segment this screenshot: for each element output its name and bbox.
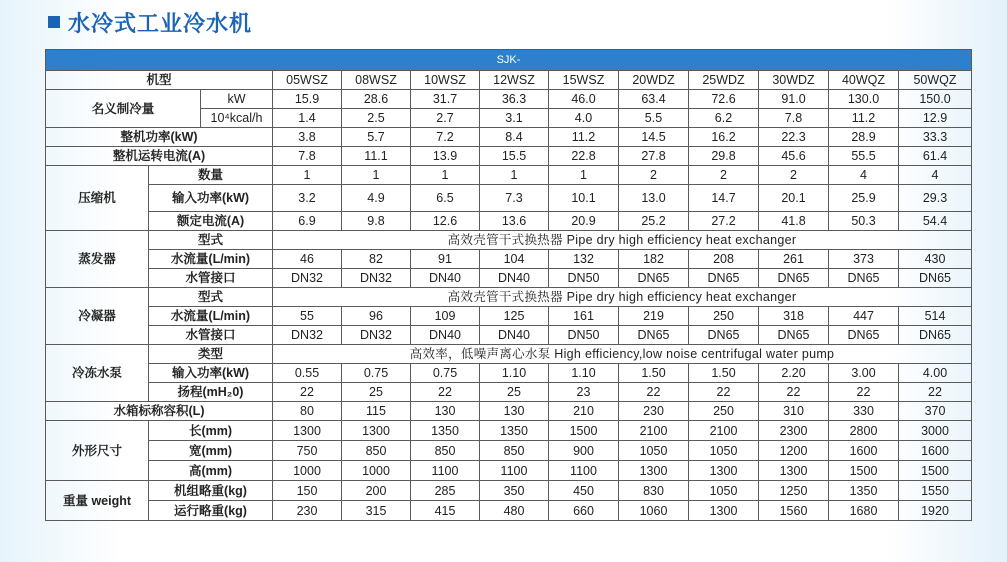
- model-name: 08WSZ: [342, 71, 411, 90]
- pump-head-value: 22: [759, 383, 829, 402]
- cooling-kw-row: [46, 90, 972, 109]
- condenser-flow-value: 55: [273, 307, 342, 326]
- pump-power-value: 2.20: [759, 364, 829, 383]
- running-current-value: 22.8: [549, 147, 619, 166]
- compressor-power-value: 29.3: [899, 185, 972, 212]
- pump-type-row: [46, 345, 972, 364]
- pump-power-row: [46, 364, 972, 383]
- evaporator-flow-value: 182: [619, 250, 689, 269]
- cooling-kw-value: 72.6: [689, 90, 759, 109]
- compressor-current-value: 54.4: [899, 212, 972, 231]
- weight-unit-row: [46, 481, 972, 501]
- total-power-value: 28.9: [829, 128, 899, 147]
- compressor-current-value: 50.3: [829, 212, 899, 231]
- running-current-value: 61.4: [899, 147, 972, 166]
- tank-value: 310: [759, 402, 829, 421]
- total-power-value: 22.3: [759, 128, 829, 147]
- total-power-row: [46, 128, 972, 147]
- evaporator-flow-value: 261: [759, 250, 829, 269]
- height-value: 1300: [759, 461, 829, 481]
- compressor-qty-value: 2: [759, 166, 829, 185]
- evaporator-flow-value: 373: [829, 250, 899, 269]
- width-value: 1600: [899, 441, 972, 461]
- evaporator-pipe-value: DN65: [899, 269, 972, 288]
- condenser-flow-value: 447: [829, 307, 899, 326]
- running-weight-value: 1300: [689, 501, 759, 521]
- width-label: 宽(mm): [149, 441, 273, 461]
- running-current-value: 13.9: [411, 147, 480, 166]
- spec-table-body: [46, 50, 972, 521]
- condenser-pipe-value: DN65: [689, 326, 759, 345]
- tank-value: 230: [619, 402, 689, 421]
- total-power-value: 5.7: [342, 128, 411, 147]
- condenser-pipe-value: DN32: [273, 326, 342, 345]
- model-name: 20WDZ: [619, 71, 689, 90]
- tank-value: 130: [480, 402, 549, 421]
- width-value: 850: [342, 441, 411, 461]
- compressor-power-value: 13.0: [619, 185, 689, 212]
- unit-weight-value: 1350: [829, 481, 899, 501]
- running-weight-value: 660: [549, 501, 619, 521]
- height-value: 1500: [829, 461, 899, 481]
- tank-value: 250: [689, 402, 759, 421]
- cooling-kcal-unit: 10⁴kcal/h: [201, 109, 273, 128]
- evaporator-pipe-row: [46, 269, 972, 288]
- cooling-kw-value: 28.6: [342, 90, 411, 109]
- cooling-kw-value: 150.0: [899, 90, 972, 109]
- total-power-value: 8.4: [480, 128, 549, 147]
- unit-weight-value: 450: [549, 481, 619, 501]
- cooling-kcal-value: 12.9: [899, 109, 972, 128]
- cooling-kw-value: 36.3: [480, 90, 549, 109]
- length-value: 2800: [829, 421, 899, 441]
- tank-label: 水箱标称容积(L): [46, 402, 273, 421]
- cooling-kcal-value: 5.5: [619, 109, 689, 128]
- condenser-type-row: [46, 288, 972, 307]
- pump-type-label: 类型: [149, 345, 273, 364]
- evaporator-label: 蒸发器: [46, 231, 149, 288]
- tank-value: 330: [829, 402, 899, 421]
- compressor-qty-value: 2: [689, 166, 759, 185]
- condenser-flow-value: 250: [689, 307, 759, 326]
- condenser-pipe-value: DN65: [899, 326, 972, 345]
- evaporator-pipe-value: DN65: [759, 269, 829, 288]
- condenser-pipe-label: 水管接口: [149, 326, 273, 345]
- total-power-value: 11.2: [549, 128, 619, 147]
- running-current-value: 27.8: [619, 147, 689, 166]
- height-value: 1000: [273, 461, 342, 481]
- compressor-current-value: 25.2: [619, 212, 689, 231]
- cooling-kcal-value: 6.2: [689, 109, 759, 128]
- length-value: 3000: [899, 421, 972, 441]
- model-label: 机型: [46, 71, 273, 90]
- cooling-kcal-value: 3.1: [480, 109, 549, 128]
- model-name: 05WSZ: [273, 71, 342, 90]
- cooling-kcal-value: 7.8: [759, 109, 829, 128]
- evaporator-pipe-value: DN65: [619, 269, 689, 288]
- height-value: 1100: [411, 461, 480, 481]
- unit-weight-value: 1050: [689, 481, 759, 501]
- condenser-pipe-row: [46, 326, 972, 345]
- cooling-kw-unit: kW: [201, 90, 273, 109]
- cooling-kcal-value: 2.5: [342, 109, 411, 128]
- series-header-row: [46, 50, 972, 71]
- unit-weight-value: 1250: [759, 481, 829, 501]
- compressor-qty-row: [46, 166, 972, 185]
- condenser-flow-value: 109: [411, 307, 480, 326]
- evaporator-pipe-value: DN40: [411, 269, 480, 288]
- tank-value: 370: [899, 402, 972, 421]
- evaporator-flow-value: 46: [273, 250, 342, 269]
- condenser-flow-value: 161: [549, 307, 619, 326]
- evaporator-pipe-value: DN65: [829, 269, 899, 288]
- page-header: [48, 4, 252, 40]
- condenser-flow-value: 96: [342, 307, 411, 326]
- length-value: 1350: [411, 421, 480, 441]
- running-current-value: 55.5: [829, 147, 899, 166]
- tank-value: 80: [273, 402, 342, 421]
- unit-weight-label: 机组略重(kg): [149, 481, 273, 501]
- condenser-label: 冷凝器: [46, 288, 149, 345]
- height-label: 高(mm): [149, 461, 273, 481]
- evaporator-flow-value: 208: [689, 250, 759, 269]
- running-weight-value: 1560: [759, 501, 829, 521]
- compressor-current-label: 额定电流(A): [149, 212, 273, 231]
- width-value: 750: [273, 441, 342, 461]
- compressor-qty-value: 4: [829, 166, 899, 185]
- compressor-power-label: 输入功率(kW): [149, 185, 273, 212]
- model-name: 40WQZ: [829, 71, 899, 90]
- evaporator-pipe-value: DN32: [273, 269, 342, 288]
- width-value: 900: [549, 441, 619, 461]
- cooling-kw-value: 130.0: [829, 90, 899, 109]
- condenser-flow-value: 318: [759, 307, 829, 326]
- evaporator-flow-value: 430: [899, 250, 972, 269]
- evaporator-flow-label: 水流量(L/min): [149, 250, 273, 269]
- compressor-power-value: 20.1: [759, 185, 829, 212]
- pump-power-value: 1.50: [619, 364, 689, 383]
- condenser-flow-value: 514: [899, 307, 972, 326]
- pump-head-value: 25: [342, 383, 411, 402]
- width-value: 1050: [619, 441, 689, 461]
- compressor-qty-value: 1: [549, 166, 619, 185]
- height-value: 1100: [480, 461, 549, 481]
- pump-power-value: 1.50: [689, 364, 759, 383]
- compressor-label: 压缩机: [46, 166, 149, 231]
- cooling-label: 名义制冷量: [46, 90, 201, 128]
- model-name: 50WQZ: [899, 71, 972, 90]
- height-value: 1000: [342, 461, 411, 481]
- model-name: 15WSZ: [549, 71, 619, 90]
- compressor-power-value: 25.9: [829, 185, 899, 212]
- running-weight-value: 480: [480, 501, 549, 521]
- condenser-pipe-value: DN65: [829, 326, 899, 345]
- height-value: 1300: [619, 461, 689, 481]
- running-current-value: 15.5: [480, 147, 549, 166]
- dim-height-row: [46, 461, 972, 481]
- compressor-power-row: [46, 185, 972, 212]
- running-weight-value: 1920: [899, 501, 972, 521]
- length-value: 1300: [342, 421, 411, 441]
- running-weight-value: 415: [411, 501, 480, 521]
- total-power-value: 3.8: [273, 128, 342, 147]
- tank-value: 210: [549, 402, 619, 421]
- evaporator-flow-row: [46, 250, 972, 269]
- evaporator-pipe-value: DN50: [549, 269, 619, 288]
- compressor-power-value: 3.2: [273, 185, 342, 212]
- width-value: 1200: [759, 441, 829, 461]
- unit-weight-value: 1550: [899, 481, 972, 501]
- height-value: 1300: [689, 461, 759, 481]
- pump-head-label: 扬程(mH₂0): [149, 383, 273, 402]
- pump-head-value: 23: [549, 383, 619, 402]
- pump-head-value: 22: [273, 383, 342, 402]
- cooling-kw-value: 63.4: [619, 90, 689, 109]
- condenser-pipe-value: DN40: [480, 326, 549, 345]
- condenser-pipe-value: DN40: [411, 326, 480, 345]
- dim-width-row: [46, 441, 972, 461]
- pump-head-value: 25: [480, 383, 549, 402]
- running-current-value: 7.8: [273, 147, 342, 166]
- running-current-row: [46, 147, 972, 166]
- compressor-current-row: [46, 212, 972, 231]
- compressor-power-value: 6.5: [411, 185, 480, 212]
- compressor-current-value: 20.9: [549, 212, 619, 231]
- compressor-power-value: 14.7: [689, 185, 759, 212]
- width-value: 850: [411, 441, 480, 461]
- condenser-pipe-value: DN65: [759, 326, 829, 345]
- pump-power-value: 0.75: [411, 364, 480, 383]
- condenser-flow-label: 水流量(L/min): [149, 307, 273, 326]
- width-value: 850: [480, 441, 549, 461]
- width-value: 1050: [689, 441, 759, 461]
- condenser-flow-value: 125: [480, 307, 549, 326]
- cooling-kw-value: 31.7: [411, 90, 480, 109]
- unit-weight-value: 150: [273, 481, 342, 501]
- compressor-qty-value: 1: [273, 166, 342, 185]
- total-power-value: 33.3: [899, 128, 972, 147]
- compressor-qty-value: 2: [619, 166, 689, 185]
- condenser-flow-row: [46, 307, 972, 326]
- model-row: [46, 71, 972, 90]
- pump-power-value: 0.75: [342, 364, 411, 383]
- compressor-qty-value: 1: [480, 166, 549, 185]
- running-weight-value: 230: [273, 501, 342, 521]
- pump-power-value: 3.00: [829, 364, 899, 383]
- evaporator-type-row: [46, 231, 972, 250]
- compressor-current-value: 12.6: [411, 212, 480, 231]
- cooling-kcal-value: 2.7: [411, 109, 480, 128]
- running-current-value: 29.8: [689, 147, 759, 166]
- page-title: 水冷式工业冷水机: [68, 11, 253, 37]
- length-value: 1500: [549, 421, 619, 441]
- condenser-pipe-value: DN50: [549, 326, 619, 345]
- length-value: 2100: [689, 421, 759, 441]
- cooling-kw-value: 15.9: [273, 90, 342, 109]
- tank-row: [46, 402, 972, 421]
- evaporator-flow-value: 91: [411, 250, 480, 269]
- pump-power-value: 4.00: [899, 364, 972, 383]
- model-name: 12WSZ: [480, 71, 549, 90]
- weight-running-row: [46, 501, 972, 521]
- running-current-value: 45.6: [759, 147, 829, 166]
- length-value: 1350: [480, 421, 549, 441]
- total-power-value: 14.5: [619, 128, 689, 147]
- cooling-kcal-value: 4.0: [549, 109, 619, 128]
- running-weight-value: 315: [342, 501, 411, 521]
- evaporator-pipe-value: DN65: [689, 269, 759, 288]
- tank-value: 115: [342, 402, 411, 421]
- spec-table: [45, 49, 972, 521]
- cooling-kcal-value: 1.4: [273, 109, 342, 128]
- evaporator-flow-value: 132: [549, 250, 619, 269]
- condenser-flow-value: 219: [619, 307, 689, 326]
- length-value: 2300: [759, 421, 829, 441]
- compressor-current-value: 6.9: [273, 212, 342, 231]
- evaporator-pipe-value: DN32: [342, 269, 411, 288]
- compressor-qty-value: 4: [899, 166, 972, 185]
- height-value: 1500: [899, 461, 972, 481]
- compressor-current-value: 9.8: [342, 212, 411, 231]
- condenser-pipe-value: DN32: [342, 326, 411, 345]
- pump-head-row: [46, 383, 972, 402]
- pump-head-value: 22: [411, 383, 480, 402]
- evaporator-pipe-value: DN40: [480, 269, 549, 288]
- pump-label: 冷冻水泵: [46, 345, 149, 402]
- evaporator-flow-value: 82: [342, 250, 411, 269]
- model-name: 30WDZ: [759, 71, 829, 90]
- running-weight-value: 1680: [829, 501, 899, 521]
- condenser-type-label: 型式: [149, 288, 273, 307]
- compressor-qty-value: 1: [411, 166, 480, 185]
- length-value: 2100: [619, 421, 689, 441]
- running-current-value: 11.1: [342, 147, 411, 166]
- compressor-power-value: 10.1: [549, 185, 619, 212]
- model-name: 10WSZ: [411, 71, 480, 90]
- pump-head-value: 22: [899, 383, 972, 402]
- evaporator-flow-value: 104: [480, 250, 549, 269]
- compressor-power-value: 7.3: [480, 185, 549, 212]
- model-name: 25WDZ: [689, 71, 759, 90]
- width-value: 1600: [829, 441, 899, 461]
- pump-type-value: 高效率，低噪声离心水泵 High efficiency,low noise centrifugal water pump: [273, 345, 972, 364]
- pump-power-value: 1.10: [480, 364, 549, 383]
- pump-head-value: 22: [689, 383, 759, 402]
- pump-power-label: 输入功率(kW): [149, 364, 273, 383]
- unit-weight-value: 350: [480, 481, 549, 501]
- evaporator-type-label: 型式: [149, 231, 273, 250]
- pump-power-value: 0.55: [273, 364, 342, 383]
- running-weight-label: 运行略重(kg): [149, 501, 273, 521]
- series-label: SJK-: [46, 50, 972, 71]
- running-weight-value: 1060: [619, 501, 689, 521]
- length-label: 长(mm): [149, 421, 273, 441]
- pump-head-value: 22: [619, 383, 689, 402]
- length-value: 1300: [273, 421, 342, 441]
- compressor-qty-value: 1: [342, 166, 411, 185]
- condenser-pipe-value: DN65: [619, 326, 689, 345]
- compressor-current-value: 13.6: [480, 212, 549, 231]
- compressor-current-value: 27.2: [689, 212, 759, 231]
- weight-label: 重量 weight: [46, 481, 149, 521]
- evaporator-pipe-label: 水管接口: [149, 269, 273, 288]
- unit-weight-value: 200: [342, 481, 411, 501]
- unit-weight-value: 285: [411, 481, 480, 501]
- tank-value: 130: [411, 402, 480, 421]
- condenser-type-value: 高效壳管干式换热器 Pipe dry high efficiency heat exchanger: [273, 288, 972, 307]
- pump-power-value: 1.10: [549, 364, 619, 383]
- compressor-power-value: 4.9: [342, 185, 411, 212]
- cooling-kw-value: 46.0: [549, 90, 619, 109]
- cooling-kw-value: 91.0: [759, 90, 829, 109]
- total-power-value: 7.2: [411, 128, 480, 147]
- total-power-label: 整机功率(kW): [46, 128, 273, 147]
- compressor-qty-label: 数量: [149, 166, 273, 185]
- dimensions-label: 外形尺寸: [46, 421, 149, 481]
- dim-length-row: [46, 421, 972, 441]
- height-value: 1100: [549, 461, 619, 481]
- title-square-icon: [48, 16, 60, 28]
- evaporator-type-value: 高效壳管干式换热器 Pipe dry high efficiency heat exchanger: [273, 231, 972, 250]
- compressor-current-value: 41.8: [759, 212, 829, 231]
- cooling-kcal-value: 11.2: [829, 109, 899, 128]
- total-power-value: 16.2: [689, 128, 759, 147]
- pump-head-value: 22: [829, 383, 899, 402]
- running-current-label: 整机运转电流(A): [46, 147, 273, 166]
- unit-weight-value: 830: [619, 481, 689, 501]
